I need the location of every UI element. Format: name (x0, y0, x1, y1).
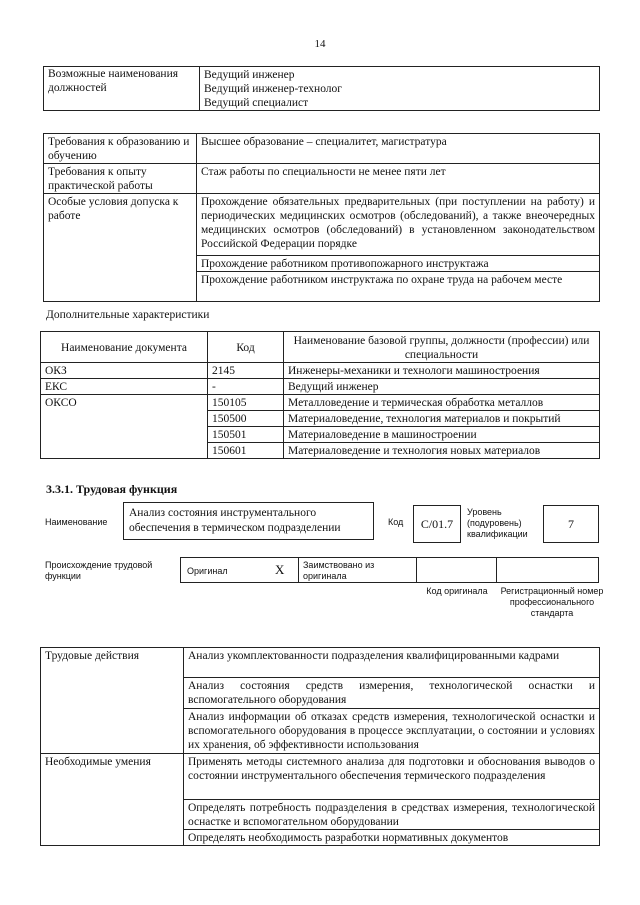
extra-table (40, 331, 600, 459)
code-label: Код (388, 517, 404, 527)
condition-item: Прохождение работником противопожарного инструктажа (197, 256, 600, 272)
origin-label: Происхождение трудовой функции (45, 560, 153, 581)
position-item: Ведущий инженер (204, 69, 295, 81)
okz-code: 2145 (208, 363, 284, 379)
extra-title: Дополнительные характеристики (46, 309, 210, 321)
actions-label: Трудовые действия (41, 648, 184, 754)
page-number: 14 (314, 38, 326, 50)
okso-name: Металловедение и термическая обработка металлов (284, 395, 600, 411)
borrowed-cell (298, 557, 417, 583)
skill-item: Определять потребность подразделения в средствах измерения, технологической оснастке и вспомогательном оборудовании (184, 800, 600, 830)
action-item: Анализ укомплектованности подразделения квалифицированными кадрами (184, 648, 600, 678)
level-label: Уровень (подуровень) квалификации (467, 507, 528, 539)
original-mark: X (275, 562, 285, 577)
position-item: Ведущий специалист (204, 97, 309, 109)
experience-value: Стаж работы по специальности не менее пяти лет (197, 164, 600, 194)
positions-label: Возможные наименования должностей (44, 67, 200, 111)
eks-doc: ЕКС (41, 379, 208, 395)
skill-item: Определять необходимость разработки нормативных документов (184, 830, 600, 846)
function-heading: 3.3.1. Трудовая функция (46, 482, 178, 496)
skills-label: Необходимые умения (41, 754, 184, 846)
okso-doc: ОКСО (41, 395, 208, 459)
level-box (543, 505, 599, 543)
positions-list (200, 67, 600, 111)
level-value: 7 (568, 516, 574, 531)
okz-name: Инженеры-механики и технологи машиностроения (284, 363, 600, 379)
code-box (413, 505, 461, 543)
extra-header-name: Наименование базовой группы, должности (профессии) или специальности (284, 332, 600, 363)
conditions-label: Особые условия допуска к работе (44, 194, 197, 302)
code-original-caption: Код оригинала (426, 586, 488, 596)
original-cell (180, 557, 299, 583)
okso-code: 150105 (208, 395, 284, 411)
eks-code: - (208, 379, 284, 395)
eks-name: Ведущий инженер (284, 379, 600, 395)
okz-doc: ОКЗ (41, 363, 208, 379)
function-name-box (123, 502, 374, 540)
okso-name: Материаловедение, технология материалов и покрытий (284, 411, 600, 427)
code-original-cell (416, 557, 497, 583)
education-label: Требования к образованию и обучению (44, 134, 197, 164)
okso-code: 150501 (208, 427, 284, 443)
reg-number-caption: Регистрационный номер профессионального стандарта (500, 586, 604, 618)
requirements-table (43, 133, 600, 302)
function-name-value: Анализ состояния инструментального обеспечения в термическом подразделении (129, 507, 341, 534)
function-name-label: Наименование (45, 517, 108, 527)
okso-code: 150601 (208, 443, 284, 459)
action-item: Анализ состояния средств измерения, технологической оснастки и вспомогательного оборудования (184, 678, 600, 709)
original-label: Оригинал (187, 566, 228, 576)
okso-code: 150500 (208, 411, 284, 427)
reg-number-cell (496, 557, 599, 583)
condition-item: Прохождение обязательных предварительных (при поступлении на работу) и периодических медицинских осмотров (обследований), а также внеочередных медицинских осмотров (обследований) в установленном законодательством Российской Федерации порядке (197, 194, 600, 256)
extra-header-code: Код (208, 332, 284, 363)
positions-table (43, 66, 600, 111)
position-item: Ведущий инженер-технолог (204, 83, 342, 95)
extra-header-doc: Наименование документа (41, 332, 208, 363)
code-value: C/01.7 (420, 516, 454, 531)
okso-name: Материаловедение в машиностроении (284, 427, 600, 443)
okso-name: Материаловедение и технология новых материалов (284, 443, 600, 459)
experience-label: Требования к опыту практической работы (44, 164, 197, 194)
skill-item: Применять методы системного анализа для подготовки и обоснования выводов о состоянии инструментального обеспечения термического подразделения (184, 754, 600, 800)
condition-item: Прохождение работником инструктажа по охране труда на рабочем месте (197, 272, 600, 302)
education-value: Высшее образование – специалитет, магистратура (197, 134, 600, 164)
action-item: Анализ информации об отказах средств измерения, технологической оснастки и вспомогательного оборудования в процессе эксплуатации, о состоянии и условиях их хранения, об эффективности использования (184, 709, 600, 754)
borrowed-label: Заимствовано из оригинала (303, 560, 375, 581)
functions-table (40, 647, 600, 846)
